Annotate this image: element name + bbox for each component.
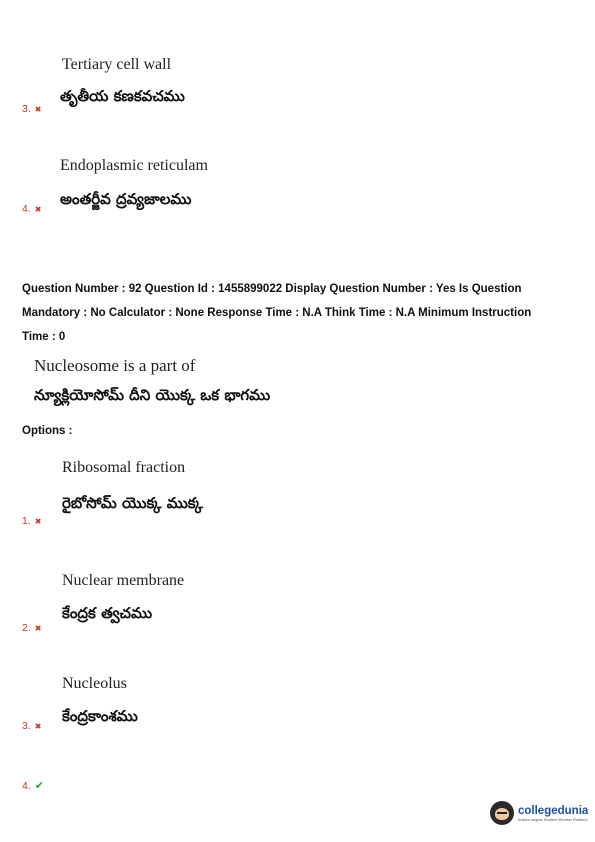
option-3-number: 3. ✖	[22, 720, 42, 732]
options-label: Options :	[22, 425, 73, 437]
option-3-telugu: కేంద్రకాంశము	[62, 707, 138, 725]
option-1-telugu: రైబోసోమ్ యొక్క ముక్క	[62, 494, 203, 512]
prev-option-4-telugu: అంతర్జీవ ద్రవ్యజాలము	[60, 190, 192, 208]
prev-option-4-number: 4. ✖	[22, 203, 42, 215]
cross-icon: ✖	[34, 517, 42, 526]
cross-icon: ✖	[34, 105, 42, 114]
question-text-english: Nucleosome is a part of	[34, 356, 196, 375]
logo-name: collegedunia	[518, 804, 589, 817]
mascot-icon	[490, 801, 514, 825]
option-1-number: 1. ✖	[22, 515, 42, 527]
question-meta-line-2: Mandatory : No Calculator : None Response Time : N.A Think Time : N.A Minimum Instruction	[22, 307, 532, 319]
question-meta-line-1: Question Number : 92 Question Id : 1455899022 Display Question Number : Yes Is Question	[22, 283, 522, 295]
checkmark-icon: ✔	[34, 780, 44, 792]
prev-option-3-english: Tertiary cell wall	[62, 56, 172, 73]
option-2-number: 2. ✖	[22, 622, 42, 634]
question-meta-line-3: Time : 0	[22, 331, 66, 343]
logo-tagline: India's largest Student Review Platform	[518, 816, 588, 822]
option-1-english: Ribosomal fraction	[62, 459, 186, 476]
cross-icon: ✖	[34, 722, 42, 731]
prev-option-3-number: 3. ✖	[22, 103, 42, 115]
option-2-telugu: కేంద్రక త్వచము	[62, 604, 153, 622]
cross-icon: ✖	[34, 205, 42, 214]
collegedunia-logo	[490, 801, 588, 825]
option-3-english: Nucleolus	[62, 675, 127, 692]
option-2-english: Nuclear membrane	[62, 572, 185, 589]
question-text-telugu: న్యూక్లియోసోమ్ దీని యొక్క ఒక భాగము	[34, 386, 271, 404]
cross-icon: ✖	[34, 624, 42, 633]
prev-option-3-telugu: తృతీయ కణకవచము	[60, 87, 185, 105]
option-4-number: 4. ✔	[22, 780, 44, 792]
prev-option-4-english: Endoplasmic reticulam	[60, 157, 208, 174]
question-metadata	[22, 277, 582, 349]
